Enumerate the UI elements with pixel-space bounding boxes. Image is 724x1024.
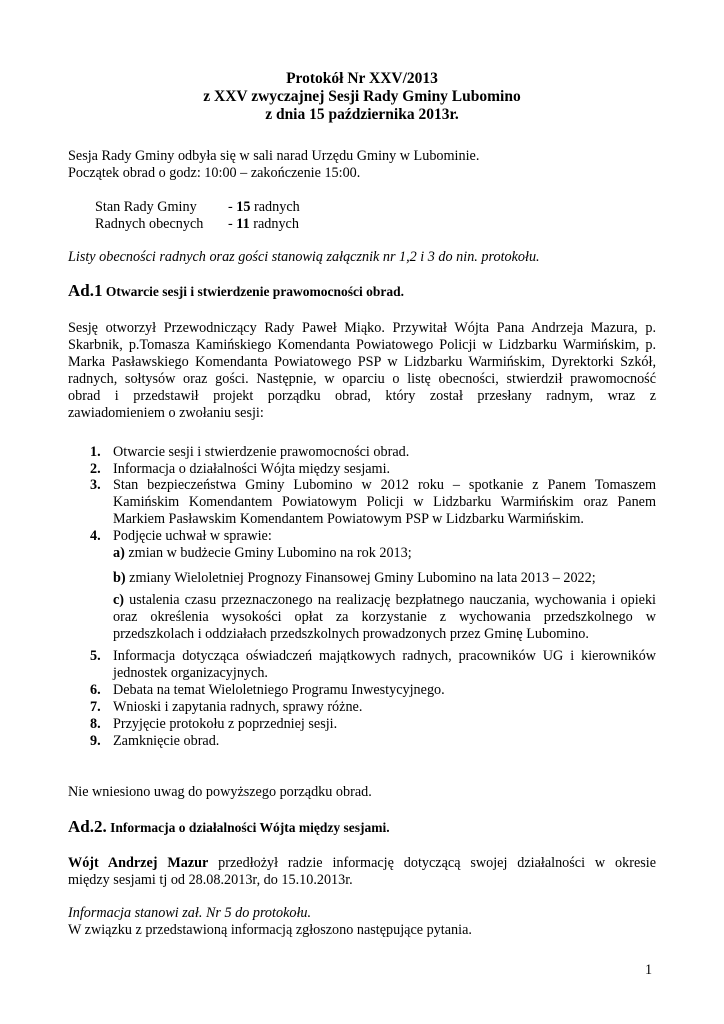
- present-label: Radnych obecnych: [95, 216, 204, 232]
- sub-label: c): [113, 592, 125, 608]
- followup-line: W związku z przedstawioną informacją zgłoszono następujące pytania.: [68, 922, 472, 938]
- ad2-line-1: [68, 855, 656, 872]
- stan-count: 15: [236, 199, 251, 215]
- ad1-line-2: Skarbnik, p.Tomasza Kamińskiego Komendanta Powiatowego Policji w Lidzbarku Warmińskim, p.: [68, 337, 656, 353]
- sub-label: b): [113, 570, 126, 586]
- title-line-2: z XXV zwyczajnej Sesji Rady Gminy Lubomino: [203, 88, 521, 105]
- agenda-text-line-2: Kamińskim Komendantem Powiatowym Policji w Lidzbarku Warmińskim oraz Panem: [113, 494, 656, 510]
- agenda-number: 8.: [90, 716, 101, 732]
- sub-c-line-2: oraz określenia wysokości opłat za korzystanie z wychowania przedszkolnego w: [113, 609, 656, 625]
- ad2-paragraph: [68, 855, 656, 889]
- agenda-item-6: [90, 682, 656, 699]
- ad1-heading: [68, 282, 404, 300]
- ad2-number: Ad.2.: [68, 817, 107, 836]
- stan-label: Stan Rady Gminy: [95, 199, 197, 215]
- agenda-text: Wnioski i zapytania radnych, sprawy różne.: [113, 699, 363, 715]
- sub-c-line-1: [113, 592, 656, 609]
- sub-text: ustalenia czasu przeznaczonego na realizację bezpłatnego nauczania, wychowania i opieki: [124, 592, 656, 608]
- ad2-line-2: między sesjami tj od 28.08.2013r, do 15.10.2013r.: [68, 872, 353, 888]
- agenda-item-7: [90, 699, 656, 716]
- attendance-note: Listy obecności radnych oraz gości stanowią załącznik nr 1,2 i 3 do nin. protokołu.: [68, 249, 540, 265]
- ad1-line-5: obrad i przedstawił projekt porządku obrad, który został przesłany radnym, wraz z: [68, 388, 656, 404]
- mayor-name: Wójt Andrzej Mazur: [68, 855, 209, 871]
- no-remarks-line: Nie wniesiono uwag do powyższego porządku obrad.: [68, 784, 372, 800]
- agenda-number: 3.: [90, 477, 101, 493]
- agenda-text: Zamknięcie obrad.: [113, 733, 220, 749]
- agenda-text-line-1: Stan bezpieczeństwa Gminy Lubomino w 2012 roku – spotkanie z Panem Tomaszem: [113, 477, 656, 493]
- agenda-text: Informacja o działalności Wójta między sesjami.: [113, 461, 391, 477]
- agenda-item-5: [90, 648, 656, 682]
- agenda-text: Otwarcie sesji i stwierdzenie prawomocności obrad.: [113, 444, 410, 460]
- ad2-title: Informacja o działalności Wójta między sesjami.: [106, 820, 390, 835]
- agenda-sub-c: [113, 592, 656, 643]
- agenda-number: 9.: [90, 733, 101, 749]
- intro-line-2: Początek obrad o godz: 10:00 – zakończenie 15:00.: [68, 165, 361, 181]
- agenda-text-line-2: jednostek organizacyjnych.: [113, 665, 268, 681]
- ad2-line-1-text: przedłożył radzie informację dotyczącą swojej działalności w okresie: [208, 855, 656, 871]
- ad1-line-6: zawiadomieniem o zwołaniu sesji:: [68, 405, 264, 421]
- present-count: 11: [236, 216, 250, 232]
- document-title: [0, 70, 724, 124]
- agenda-text-line-3: Markiem Pasławskim Komendantem Powiatowym PSP w Lidzbarku Warmińskim.: [113, 511, 584, 527]
- agenda-number: 2.: [90, 461, 101, 477]
- agenda-item-9: [90, 733, 656, 750]
- agenda-text: Przyjęcie protokołu z poprzedniej sesji.: [113, 716, 338, 732]
- page-number: 1: [645, 962, 653, 978]
- ad1-line-3: Marka Pasławskiego Komendanta Powiatowego PSP w Lidzbarku Warmińskim, Dyrektorki Szkół,: [68, 354, 656, 370]
- present-unit: radnych: [249, 216, 299, 232]
- ad2-heading: [68, 818, 390, 836]
- agenda-number: 4.: [90, 528, 101, 544]
- sub-label: a): [113, 545, 125, 561]
- ad1-line-1: Sesję otworzył Przewodniczący Rady Paweł Miąko. Przywitał Wójta Pana Andrzeja Mazura, p.: [68, 320, 656, 336]
- ad1-line-4: radnych, sołtysów oraz gości. Następnie, w oparciu o listę obecności, stwierdził prawomocność: [68, 371, 656, 387]
- sub-text: zmian w budżecie Gminy Lubomino na rok 2013;: [124, 545, 412, 561]
- agenda-number: 7.: [90, 699, 101, 715]
- agenda-text: Podjęcie uchwał w sprawie:: [113, 528, 272, 544]
- agenda-sub-a: [113, 545, 656, 562]
- ad1-title: Otwarcie sesji i stwierdzenie prawomocności obrad.: [102, 284, 405, 299]
- attachment-note: Informacja stanowi zał. Nr 5 do protokołu.: [68, 905, 312, 921]
- stan-row-2: [95, 216, 299, 233]
- agenda-number: 1.: [90, 444, 101, 460]
- agenda-number: 5.: [90, 648, 101, 664]
- agenda-text: Debata na temat Wieloletniego Programu Inwestycyjnego.: [113, 682, 445, 698]
- stan-row-1: [95, 199, 300, 216]
- agenda-number: 6.: [90, 682, 101, 698]
- stan-dash: -: [228, 199, 237, 215]
- sub-text: zmiany Wieloletniej Prognozy Finansowej Gminy Lubomino na lata 2013 – 2022;: [125, 570, 596, 586]
- intro-line-1: Sesja Rady Gminy odbyła się w sali narad Urzędu Gminy w Lubominie.: [68, 148, 480, 164]
- agenda-item-1: [90, 444, 656, 461]
- agenda-sub-b: [113, 570, 656, 587]
- title-line-3: z dnia 15 października 2013r.: [265, 106, 459, 123]
- ad1-paragraph: [68, 320, 656, 422]
- agenda-item-4: [90, 528, 656, 545]
- stan-unit: radnych: [250, 199, 300, 215]
- present-dash: -: [228, 216, 237, 232]
- title-line-1: Protokół Nr XXV/2013: [286, 70, 438, 87]
- agenda-item-3: [90, 477, 656, 528]
- agenda-text-line-1: Informacja dotycząca oświadczeń majątkowych radnych, pracowników UG i kierowników: [113, 648, 656, 664]
- agenda-item-2: [90, 461, 656, 478]
- ad1-number: Ad.1: [68, 281, 103, 300]
- agenda-item-8: [90, 716, 656, 733]
- sub-c-line-3: przedszkolach i oddziałach przedszkolnych prowadzonych przez Gminę Lubomino.: [113, 626, 589, 642]
